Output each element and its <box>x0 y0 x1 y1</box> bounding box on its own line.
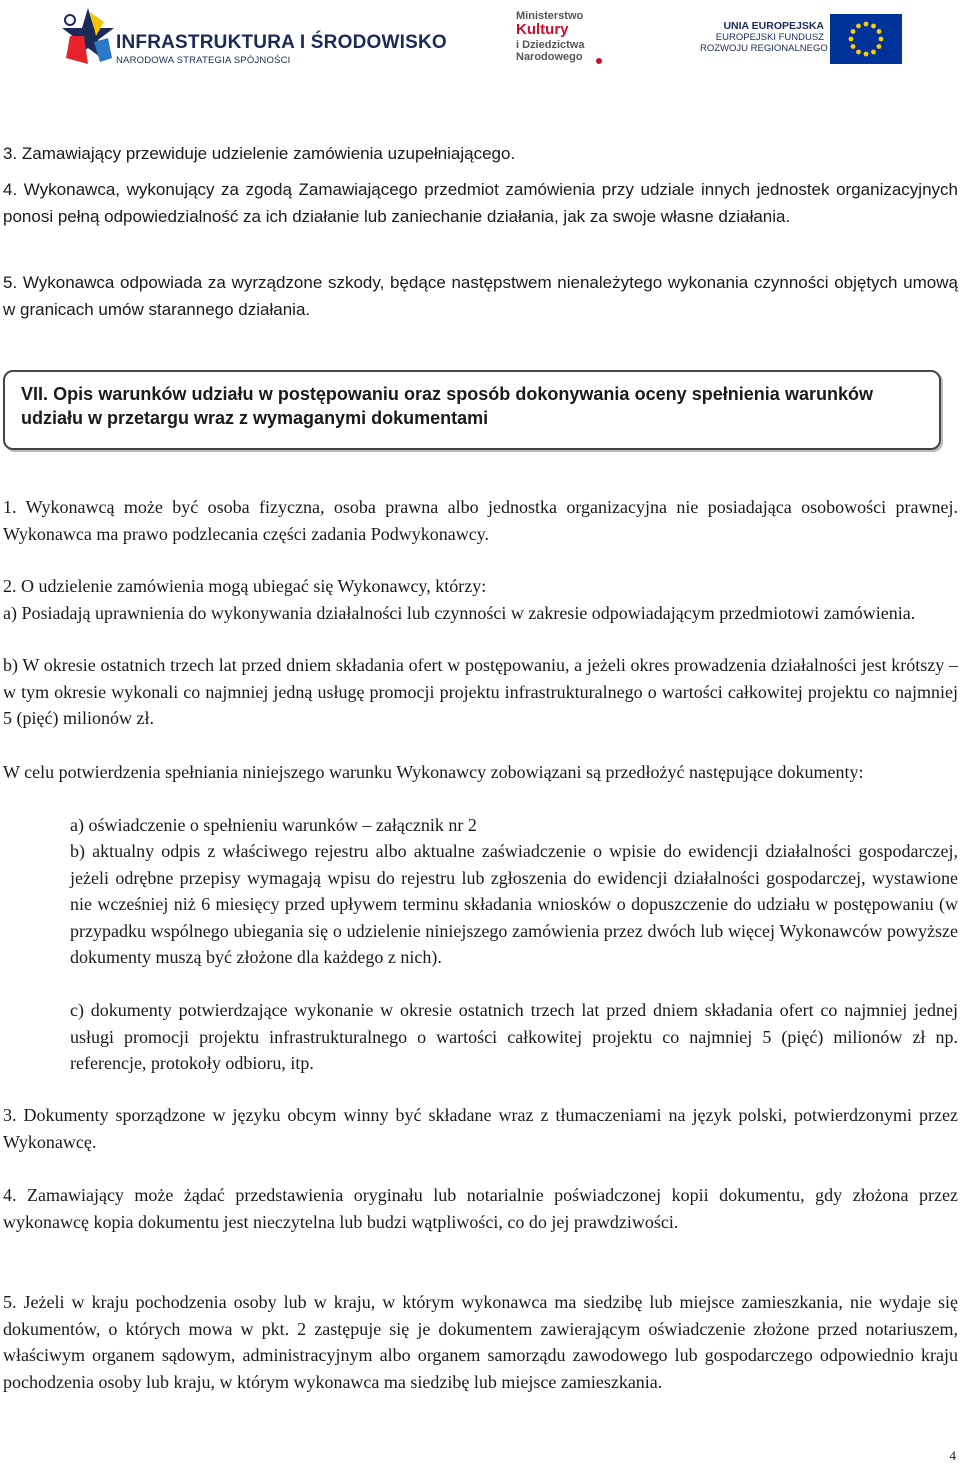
paragraph-2-intro: 2. O udzielenie zamówienia mogą ubiegać się Wykonawcy, którzy: <box>3 576 487 596</box>
infrastruktura-subtitle: NARODOWA STRATEGIA SPÓJNOŚCI <box>116 55 291 66</box>
docs-item-b: b) aktualny odpis z właściwego rejestru albo aktualne zaświadczenie o wpisie do ewidencji działalności gospodarczej, jeżeli odrębne przepisy wymagają wpisu do rejestru lub zgłoszenia do ewidencji działalności gospodarczej, wystawione nie wcześniej niż 6 miesięcy przed upływem terminu składania wniosków o dopuszczenie do udziału w postępowaniu (w przypadku wspólnego ubiegania się o udzielenie niniejszego zamówienia przez dwóch lub więcej Wykonawców powyższe dokumenty muszą być złożone dla każdego z nich). <box>70 841 958 967</box>
paragraph-4-top: 4. Wykonawca, wykonujący za zgodą Zamawiającego przedmiot zamówienia przy udziale innych jednostek organizacyjnych ponosi pełną odpowiedzialność za ich działanie lub zaniechanie działania, jak za swoje własne działania. <box>3 180 958 226</box>
mk-line3: i Dziedzictwa <box>516 39 585 51</box>
mk-line2: Kultury <box>516 21 569 38</box>
paragraph-docs-intro: W celu potwierdzenia spełniania niniejszego warunku Wykonawcy zobowiązani są przedłożyć następujące dokumenty: <box>3 762 864 782</box>
eu-flag-icon <box>830 14 902 64</box>
ue-line1: UNIA EUROPEJSKA <box>723 20 824 32</box>
ue-line2: EUROPEJSKI FUNDUSZ <box>715 32 824 43</box>
paragraph-1: 1. Wykonawcą może być osoba fizyczna, osoba prawna albo jednostka organizacyjna nie posiadająca osobowości prawnej. Wykonawca ma prawo podzlecania części zadania Podwykonawcy. <box>3 497 958 544</box>
ue-line3: ROZWOJU REGIONALNEGO <box>700 43 828 54</box>
paragraph-3: 3. Dokumenty sporządzone w języku obcym winny być składane wraz z tłumaczeniami na język polski, potwierdzonymi przez Wykonawcę. <box>3 1105 958 1152</box>
docs-item-c: c) dokumenty potwierdzające wykonanie w okresie ostatnich trzech lat przed dniem składania ofert co najmniej jednej usługi promocji projektu infrastrukturalnego o wartości całkowitej projektu co najmniej 5 (pięć) milionów zł np. referencje, protokoły odbioru, itp. <box>70 1000 958 1073</box>
section-title: VII. Opis warunków udziału w postępowaniu oraz sposób dokonywania oceny spełnienia warunków udziału w przetargu wraz z wymaganymi dokumentami <box>21 384 873 428</box>
paragraph-4: 4. Zamawiający może żądać przedstawienia oryginału lub notarialnie poświadczonej kopii dokumentu, gdy złożona przez wykonawcę kopia dokumentu jest nieczytelna lub budzi wątpliwości, co do jej prawdziwości. <box>3 1185 958 1232</box>
paragraph-2b: b) W okresie ostatnich trzech lat przed dniem składania ofert w postępowaniu, a jeżeli okres prowadzenia działalności jest krótszy – w tym okresie wykonali co najmniej jedną usługę promocji projektu infrastrukturalnego o wartości całkowitej projektu co najmniej 5 (pięć) milionów zł. <box>3 655 958 728</box>
ue-text <box>700 20 828 54</box>
paragraph-2a: a) Posiadają uprawnienia do wykonywania działalności lub czynności w zakresie odpowiadającym przedmiotowi zamówienia. <box>3 603 916 623</box>
infrastruktura-emblem-icon <box>60 6 116 68</box>
paragraph-3-top: 3. Zamawiający przewiduje udzielenie zamówienia uzupełniającego. <box>3 144 516 163</box>
infrastruktura-title: INFRASTRUKTURA I ŚRODOWISKO <box>116 32 447 53</box>
paragraph-5-top: 5. Wykonawca odpowiada za wyrządzone szkody, będące następstwem nienależytego wykonania czynności objętych umową w granicach umów starannego działania. <box>3 273 958 319</box>
page-header <box>0 0 960 80</box>
paragraph-5: 5. Jeżeli w kraju pochodzenia osoby lub w kraju, w którym wykonawca ma siedzibę lub miejsce zamieszkania, nie wydaje się dokumentów, o których mowa w pkt. 2 zastępuje się je dokumentem zawierającym oświadczenie złożone przed notariuszem, właściwym organem sądowym, administracyjnym albo organem samorządu zawodowego lub gospodarczego odpowiednio kraju pochodzenia osoby lub kraju, w którym wykonawca ma siedzibę lub miejsce zamieszkania. <box>3 1292 958 1392</box>
mk-dot-icon <box>596 58 602 64</box>
mk-line1: Ministerstwo <box>516 10 584 22</box>
page-number: 4 <box>949 1448 956 1463</box>
mk-line4: Narodowego <box>516 51 583 63</box>
logo-unia-europejska <box>700 14 905 66</box>
logo-ministerstwo-kultury <box>514 10 614 66</box>
logo-infrastruktura <box>60 6 447 68</box>
section-header-box <box>3 370 941 450</box>
docs-item-a: a) oświadczenie o spełnieniu warunków – załącznik nr 2 <box>70 815 477 835</box>
